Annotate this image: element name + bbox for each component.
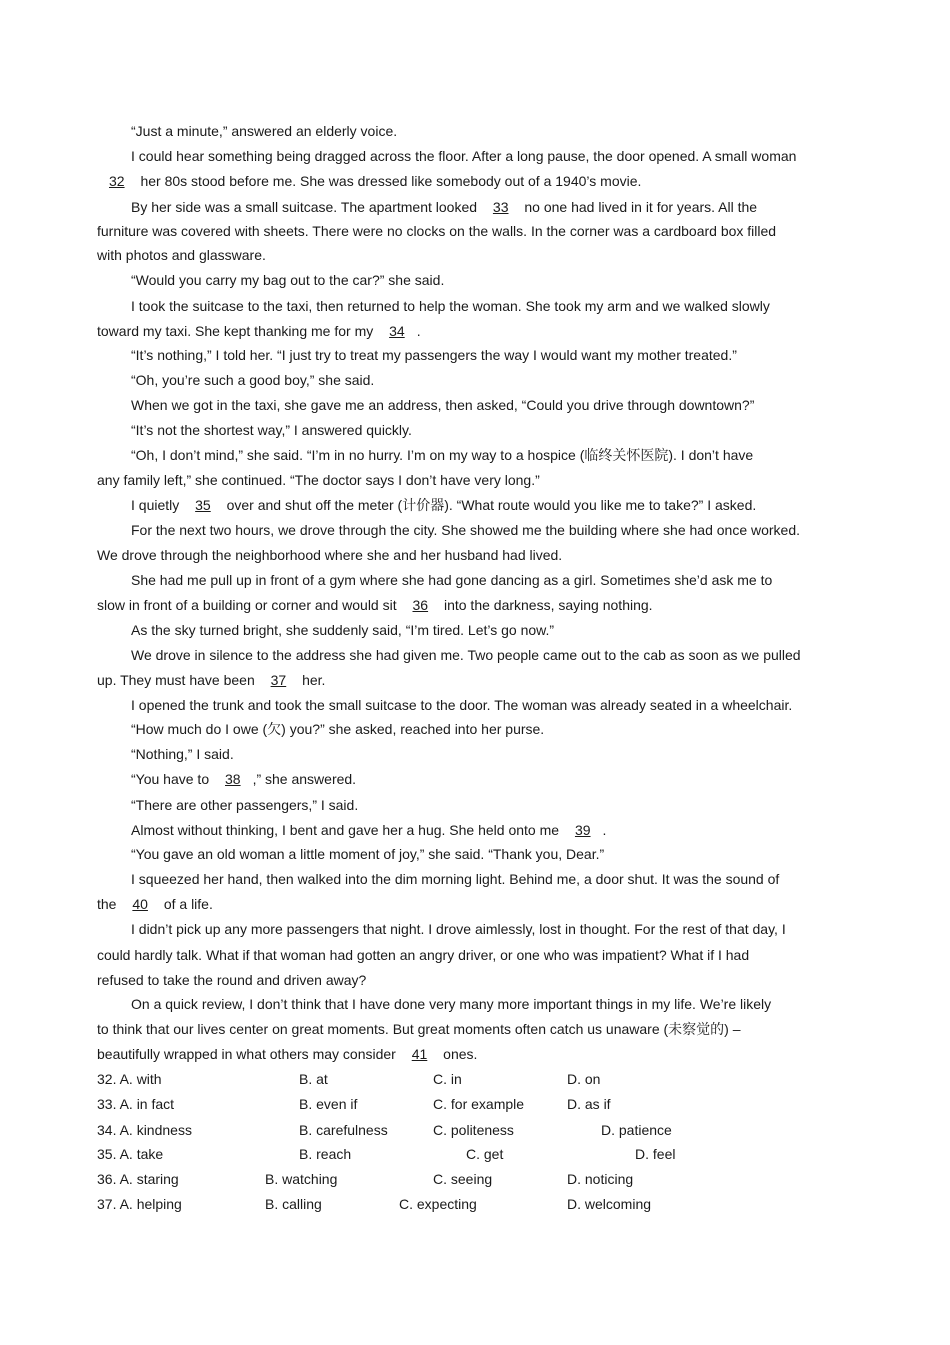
cloze-blank: 34 [389,323,405,339]
passage-line [131,845,604,863]
answer-option-c: C. seeing [433,1171,493,1187]
passage-line [131,198,757,216]
line-text: “How much do I owe (欠) you?” she asked, reached into her purse. [131,721,545,737]
answer-option-d: D. patience [601,1122,672,1138]
passage-line [131,745,234,763]
passage-line [97,172,641,190]
line-text: “Oh, I don’t mind,” she said. “I’m in no hurry. I’m on my way to a hospice (临终关怀医院). I don’t have [131,447,754,463]
line-text: On a quick review, I don’t think that I have done very many more important things in my life. We’re likely [131,996,772,1012]
line-text: “Nothing,” I said. [131,746,234,762]
passage-line [97,322,421,340]
line-text: with photos and glassware. [97,247,266,263]
line-text-before-blank: beautifully wrapped in what others may consider [97,1046,400,1062]
passage-line [97,471,540,489]
passage-line [97,671,325,689]
line-text: I didn’t pick up any more passengers that night. I drove aimlessly, lost in thought. For the rest of that day, I [131,921,786,937]
answer-option-c: C. get [466,1146,504,1162]
line-text-before-blank: By her side was a small suitcase. The apartment looked [131,199,481,215]
line-text: We drove in silence to the address she had given me. Two people came out to the cab as soon as we pulled [131,647,801,663]
passage-line [131,696,792,714]
passage-line [97,596,653,614]
cloze-blank: 32 [109,173,125,189]
passage-line [131,995,771,1013]
passage-line [131,496,756,514]
line-text-after-blank: . [602,822,607,838]
passage-line [97,1020,741,1038]
line-text-after-blank: her 80s stood before me. She was dressed like somebody out of a 1940’s movie. [136,173,642,189]
passage-line [131,920,786,938]
passage-line [131,297,770,315]
passage-line [131,371,374,389]
passage-line [131,646,801,664]
line-text: She had me pull up in front of a gym where she had gone dancing as a girl. Sometimes she’d ask me to [131,572,773,588]
line-text: I took the suitcase to the taxi, then returned to help the woman. She took my arm and we walked slowly [131,298,770,314]
answer-option-c: C. for example [433,1096,525,1112]
passage-line [131,621,554,639]
passage-line [131,446,753,464]
passage-line [131,147,796,165]
line-text-before-blank: “You have to [131,771,213,787]
line-text: “You gave an old woman a little moment of joy,” she said. “Thank you, Dear.” [131,846,605,862]
passage-line [131,271,444,289]
line-text: For the next two hours, we drove through the city. She showed me the building where she had once worked. [131,522,801,538]
passage-line [97,246,266,264]
line-text-after-blank: . [416,323,421,339]
cloze-blank: 40 [132,896,148,912]
passage-line [131,870,779,888]
passage-line [97,946,749,964]
answer-option-d: D. welcoming [567,1196,652,1212]
line-text-before-blank: Almost without thinking, I bent and gave her a hug. She held onto me [131,822,563,838]
answer-option-d: D. as if [567,1096,611,1112]
answer-option-d: D. on [567,1071,601,1087]
passage-line [131,521,800,539]
line-text: refused to take the round and driven away? [97,972,367,988]
cloze-blank: 36 [412,597,429,613]
line-text: “It’s nothing,” I told her. “I just try to treat my passengers the way I would want my mother treated.” [131,347,737,363]
line-text-after-blank: her. [298,672,326,688]
answer-option-b: B. reach [299,1146,352,1162]
line-text-before-blank: the [97,896,121,912]
answer-option-b: B. calling [265,1196,322,1212]
line-text: furniture was covered with sheets. There were no clocks on the walls. In the corner was a cardboard box filled [97,223,777,239]
line-text: could hardly talk. What if that woman had gotten an angry driver, or one who was impatient? What if I had [97,947,750,963]
answer-option-a: 33. A. in fact [97,1096,175,1112]
passage-line [131,821,606,839]
passage-line [131,122,397,140]
cloze-blank: 37 [270,672,287,688]
line-text: I opened the trunk and took the small suitcase to the door. The woman was already seated in a wheelchair. [131,697,793,713]
passage-line [131,571,772,589]
line-text: When we got in the taxi, she gave me an address, then asked, “Could you drive through downtown?” [131,397,755,413]
line-text-after-blank: no one had lived in it for years. All the [520,199,758,215]
answer-option-a: 36. A. staring [97,1171,179,1187]
line-text: I could hear something being dragged across the floor. After a long pause, the door opened. A small woman [131,148,797,164]
line-text-before-blank: up. They must have been [97,672,259,688]
line-text: As the sky turned bright, she suddenly said, “I’m tired. Let’s go now.” [131,622,555,638]
line-text-before-blank: slow in front of a building or corner and would sit [97,597,401,613]
passage-line [131,720,544,738]
line-text: “Would you carry my bag out to the car?” she said. [131,272,445,288]
line-text-after-blank: into the darkness, saying nothing. [440,597,653,613]
line-text: “Oh, you’re such a good boy,” she said. [131,372,375,388]
line-text: “It’s not the shortest way,” I answered quickly. [131,422,412,438]
cloze-blank: 33 [492,199,509,215]
cloze-blank: 41 [411,1046,428,1062]
passage-line [97,1045,477,1063]
answer-option-b: B. carefulness [299,1122,388,1138]
passage-line [97,222,776,240]
passage-line [131,770,356,788]
answer-option-c: C. in [433,1071,462,1087]
passage-line [131,421,412,439]
cloze-blank: 38 [225,771,241,787]
passage-line [131,346,737,364]
answer-option-a: 35. A. take [97,1146,164,1162]
cloze-blank: 35 [195,497,211,513]
line-text-before-blank: I quietly [131,497,184,513]
answer-option-c: C. expecting [399,1196,477,1212]
answer-option-a: 34. A. kindness [97,1122,192,1138]
line-text: to think that our lives center on great moments. But great moments often catch us unaware (未察觉的) – [97,1021,741,1037]
passage-line [131,396,754,414]
answer-option-b: B. watching [265,1171,338,1187]
answer-option-d: D. feel [635,1146,676,1162]
line-text: We drove through the neighborhood where she and her husband had lived. [97,547,563,563]
passage-line [97,971,366,989]
answer-option-a: 37. A. helping [97,1196,182,1212]
line-text-after-blank: ones. [439,1046,478,1062]
answer-option-a: 32. A. with [97,1071,162,1087]
passage-line [131,796,358,814]
line-text-after-blank: over and shut off the meter (计价器). “What route would you like me to take?” I asked. [222,497,757,513]
answer-option-c: C. politeness [433,1122,514,1138]
cloze-blank: 39 [574,822,591,838]
passage-line [97,895,213,913]
line-text: “Just a minute,” answered an elderly voice. [131,123,398,139]
answer-option-b: B. at [299,1071,328,1087]
line-text: any family left,” she continued. “The doctor says I don’t have very long.” [97,472,540,488]
passage-line [97,546,562,564]
line-text: I squeezed her hand, then walked into the dim morning light. Behind me, a door shut. It was the sound of [131,871,780,887]
answer-option-d: D. noticing [567,1171,634,1187]
line-text-after-blank: ,” she answered. [252,771,357,787]
answer-option-b: B. even if [299,1096,358,1112]
line-text: “There are other passengers,” I said. [131,797,359,813]
line-text-before-blank: toward my taxi. She kept thanking me for my [97,323,378,339]
line-text-after-blank: of a life. [159,896,213,912]
